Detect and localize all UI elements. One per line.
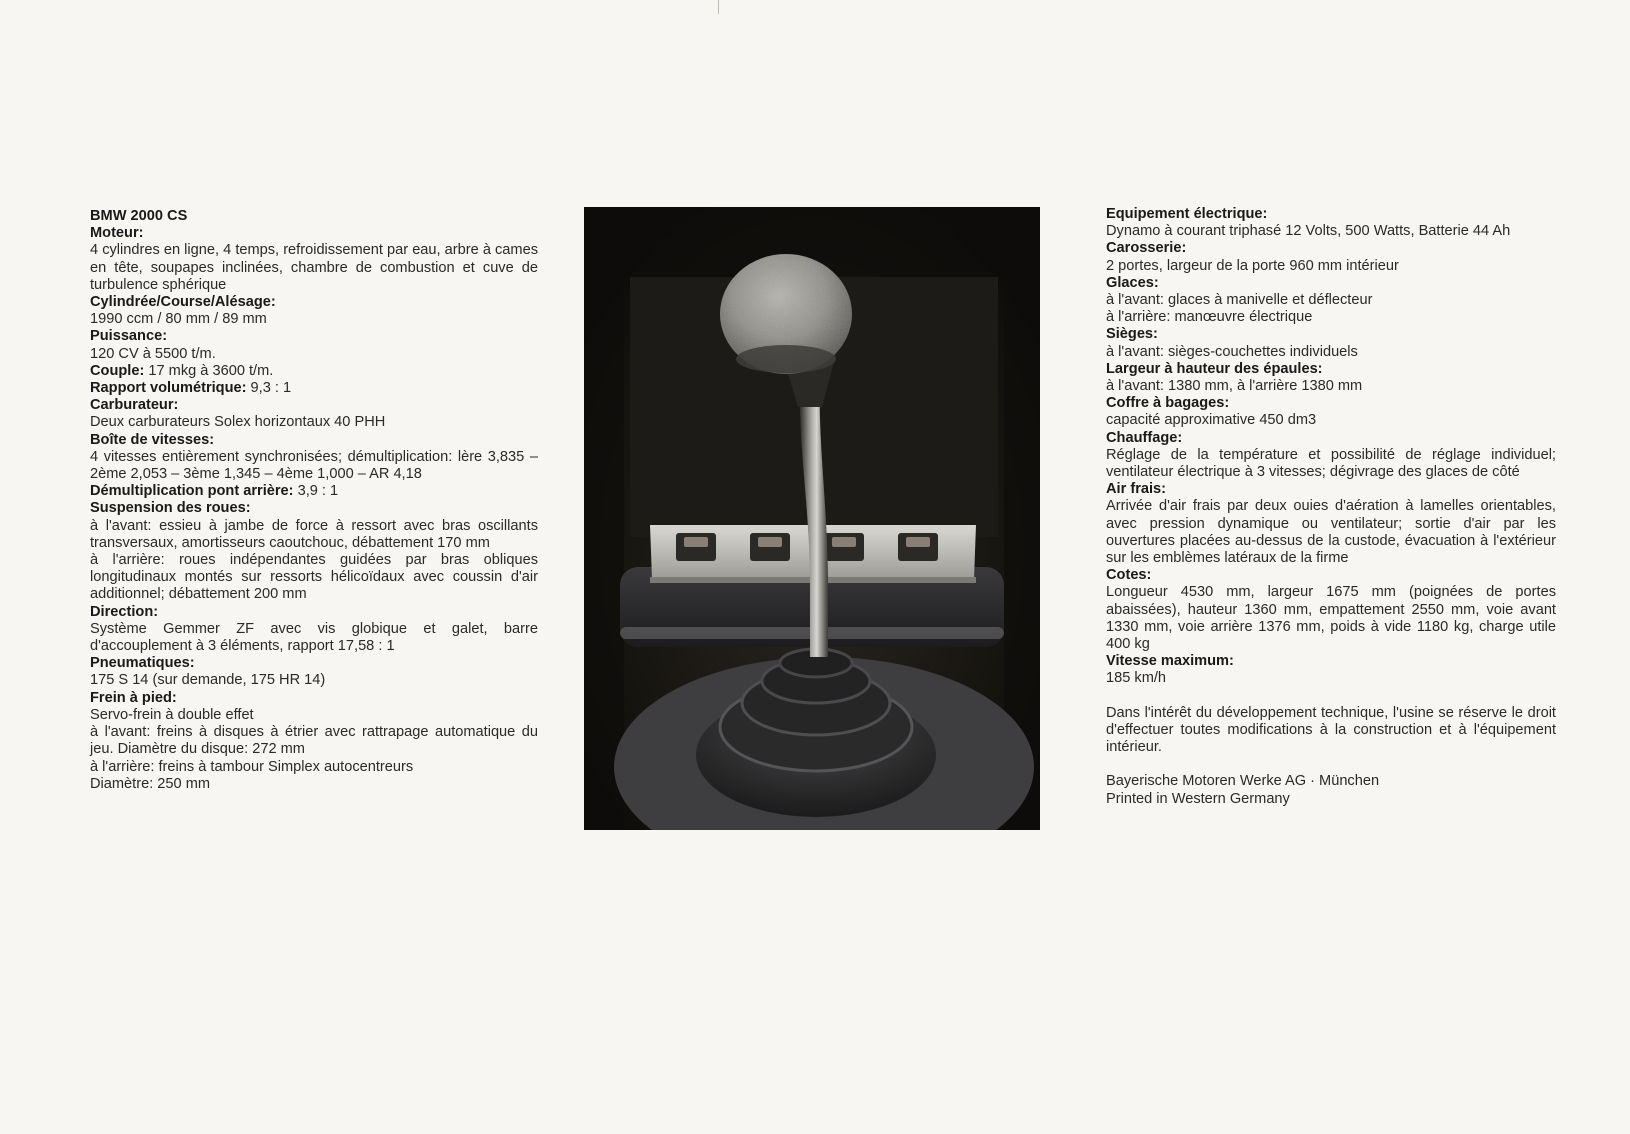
spec-text: Arrivée d'air frais par deux ouies d'aération à lamelles orientables, avec pression dynamique ou ventilateur; sortie d'air par les ouvertures placées au-dessus de la custode, évacuation à l'extérieur sur les emblèmes latéraux de la firme bbox=[1106, 498, 1556, 567]
spec-section bbox=[1106, 395, 1556, 429]
spec-text: Longueur 4530 mm, largeur 1675 mm (poignées de portes abaissées), hauteur 1360 mm, empattement 2550 mm, voie avant 1330 mm, voie arrière 1376 mm, poids à vide 1180 kg, charge utile 400 kg bbox=[1106, 584, 1556, 653]
spec-section bbox=[90, 655, 538, 689]
spec-inline-label: Rapport volumétrique: bbox=[90, 380, 247, 397]
spec-inline-value: 17 mkg à 3600 t/m. bbox=[144, 362, 274, 379]
spec-section bbox=[90, 225, 538, 294]
disclaimer-text: Dans l'intérêt du développement technique, l'usine se réserve le droit d'effectuer toutes modifications à la construction et à l'équipement intérieur. bbox=[1106, 704, 1556, 756]
spec-heading: Pneumatiques: bbox=[90, 655, 195, 672]
spec-text: 120 CV à 5500 t/m. bbox=[90, 345, 216, 362]
gear-shift-photo bbox=[584, 207, 1040, 830]
spec-text: Réglage de la température et possibilité de réglage individuel; ventilateur électrique à 3 vitesses; dégivrage des glaces de côté bbox=[1106, 446, 1556, 481]
spec-inline-row bbox=[90, 380, 538, 397]
spec-text: Deux carburateurs Solex horizontaux 40 PHH bbox=[90, 414, 386, 431]
spec-text: 1990 ccm / 80 mm / 89 mm bbox=[90, 311, 267, 328]
spec-text: à l'avant: glaces à manivelle et déflecteur bbox=[1106, 292, 1373, 309]
spec-title: BMW 2000 CS bbox=[90, 208, 188, 224]
left-spec-sections bbox=[90, 225, 538, 793]
spec-text: à l'avant: essieu à jambe de force à ressort avec bras oscillants transversaux, amortisseurs caoutchouc, débattement 170 mm bbox=[90, 517, 538, 551]
spec-section bbox=[1106, 653, 1556, 687]
spec-heading: Moteur: bbox=[90, 225, 144, 242]
spec-heading: Coffre à bagages: bbox=[1106, 395, 1230, 412]
spec-text: à l'arrière: roues indépendantes guidées par bras obliques longitudinaux montés sur ressorts hélicoïdaux avec coussin d'air additionnel; débattement 200 mm bbox=[90, 552, 538, 603]
spec-text: 4 cylindres en ligne, 4 temps, refroidissement par eau, arbre à cames en tête, soupapes inclinées, chambre de combustion et cuve de turbulence sphérique bbox=[90, 242, 538, 293]
spec-text: Servo-frein à double effet bbox=[90, 706, 254, 723]
spec-heading: Equipement électrique: bbox=[1106, 206, 1268, 222]
spec-text: Diamètre: 250 mm bbox=[90, 775, 211, 792]
spec-inline-value: 9,3 : 1 bbox=[246, 380, 292, 397]
fold-mark bbox=[718, 0, 719, 14]
spec-text: 2 portes, largeur de la porte 960 mm intérieur bbox=[1106, 257, 1399, 274]
right-spec-column bbox=[1106, 206, 1556, 808]
gear-shift-knob-icon bbox=[584, 207, 1040, 830]
spec-heading: Sièges: bbox=[1106, 326, 1158, 343]
spec-section bbox=[1106, 567, 1556, 653]
spec-heading: Largeur à hauteur des épaules: bbox=[1106, 360, 1323, 377]
spec-heading: Glaces: bbox=[1106, 274, 1159, 291]
spec-heading: Direction: bbox=[90, 603, 159, 620]
spec-section bbox=[1106, 481, 1556, 567]
spec-section bbox=[1106, 326, 1556, 360]
spec-section bbox=[1106, 430, 1556, 482]
spec-section bbox=[1106, 275, 1556, 327]
spec-heading: Carosserie: bbox=[1106, 240, 1187, 257]
spec-inline-label: Démultiplication pont arrière: bbox=[90, 483, 294, 500]
spec-heading: Boîte de vitesses: bbox=[90, 431, 215, 448]
spec-text: 185 km/h bbox=[1106, 670, 1167, 687]
spec-text: 4 vitesses entièrement synchronisées; démultiplication: lère 3,835 – 2ème 2,053 – 3ème 1,345 – 4ème 1,000 – AR 4,18 bbox=[90, 448, 538, 483]
spec-section bbox=[90, 432, 538, 484]
spec-section bbox=[90, 690, 538, 793]
spec-text: Système Gemmer ZF avec vis globique et galet, barre d'accouplement à 3 éléments, rapport 17,58 : 1 bbox=[90, 620, 538, 655]
spec-heading: Carburateur: bbox=[90, 397, 179, 414]
spec-heading: Air frais: bbox=[1106, 481, 1167, 498]
spec-text: capacité approximative 450 dm3 bbox=[1106, 412, 1317, 429]
spec-section bbox=[90, 397, 538, 431]
spec-inline-row bbox=[90, 483, 538, 500]
company-name: Bayerische Motoren Werke AG · München bbox=[1106, 773, 1380, 790]
spec-inline-value: 3,9 : 1 bbox=[293, 483, 339, 500]
spec-section bbox=[90, 380, 538, 397]
spec-text: à l'avant: sièges-couchettes individuels bbox=[1106, 343, 1358, 360]
spec-inline-row bbox=[90, 363, 538, 380]
left-spec-column bbox=[90, 208, 538, 793]
spec-section bbox=[90, 604, 538, 656]
spec-heading: Puissance: bbox=[90, 328, 168, 345]
spec-heading: Cotes: bbox=[1106, 567, 1152, 584]
spec-text: à l'arrière: freins à tambour Simplex autocentreurs bbox=[90, 758, 414, 775]
spec-inline-label: Couple: bbox=[90, 362, 145, 379]
spec-section bbox=[90, 294, 538, 328]
spec-text: à l'avant: 1380 mm, à l'arrière 1380 mm bbox=[1106, 378, 1363, 395]
spec-section bbox=[90, 500, 538, 603]
right-spec-sections bbox=[1106, 206, 1556, 688]
spec-heading: Chauffage: bbox=[1106, 429, 1183, 446]
printed-note: Printed in Western Germany bbox=[1106, 790, 1290, 807]
spec-text: Dynamo à courant triphasé 12 Volts, 500 Watts, Batterie 44 Ah bbox=[1106, 223, 1511, 240]
spec-section bbox=[90, 483, 538, 500]
spec-text: à l'avant: freins à disques à étrier avec rattrapage automatique du jeu. Diamètre du disque: 272 mm bbox=[90, 724, 538, 758]
spec-section bbox=[90, 328, 538, 362]
spec-section bbox=[1106, 206, 1556, 240]
spec-text: à l'arrière: manœuvre électrique bbox=[1106, 309, 1313, 326]
spec-section bbox=[1106, 240, 1556, 274]
spec-section bbox=[90, 363, 538, 380]
spec-heading: Frein à pied: bbox=[90, 689, 177, 706]
spec-section bbox=[1106, 361, 1556, 395]
spec-heading: Suspension des roues: bbox=[90, 500, 251, 517]
spec-heading: Cylindrée/Course/Alésage: bbox=[90, 294, 276, 311]
spec-text: 175 S 14 (sur demande, 175 HR 14) bbox=[90, 672, 326, 689]
spec-heading: Vitesse maximum: bbox=[1106, 653, 1234, 670]
